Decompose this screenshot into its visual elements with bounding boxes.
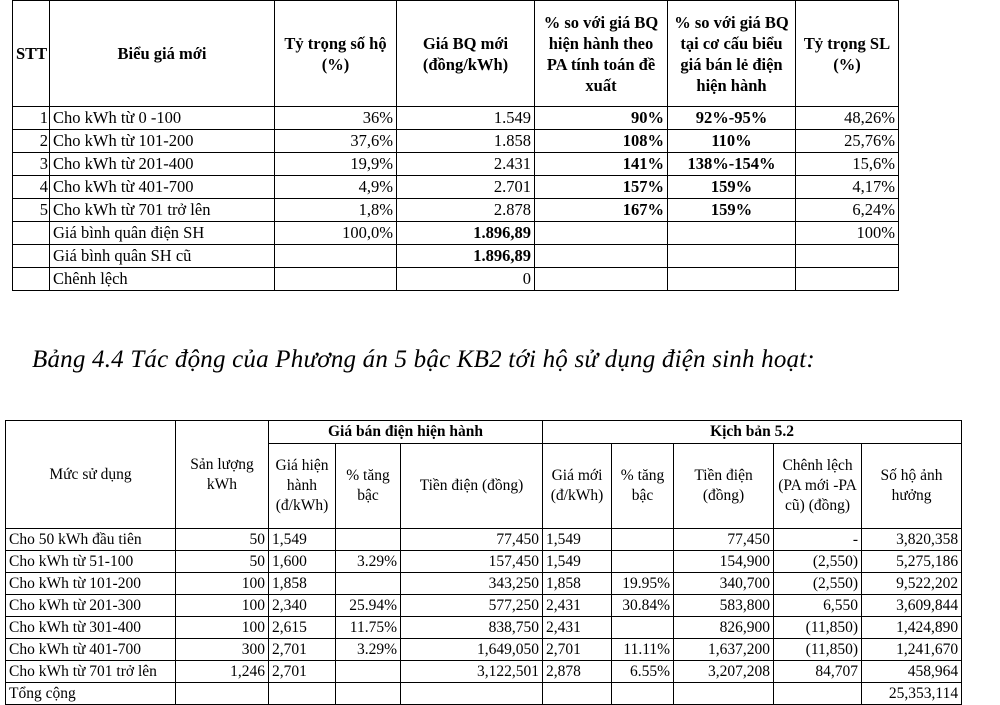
households: 458,964 (862, 661, 962, 683)
tariff-name: Cho kWh từ 401-700 (50, 176, 275, 199)
table-row (6, 529, 962, 551)
difference: (11,850) (774, 617, 862, 639)
new-increase: 11.11% (612, 639, 674, 661)
col-header-households: Số hộ ảnh hưởng (862, 444, 962, 529)
table-row (13, 107, 899, 130)
volume-share: 15,6% (796, 153, 899, 176)
volume-share: 6,24% (796, 199, 899, 222)
pct-structure: 138%-154% (668, 153, 796, 176)
kwh: 100 (176, 573, 269, 595)
new-increase (612, 529, 674, 551)
volume-share: 4,17% (796, 176, 899, 199)
usage-level: Cho 50 kWh đầu tiên (6, 529, 176, 551)
current-increase: 3.29% (336, 639, 401, 661)
usage-level: Cho kWh từ 201-300 (6, 595, 176, 617)
avg-new-sl: 100% (796, 222, 899, 245)
household-share: 37,6% (275, 130, 397, 153)
current-price: 2,701 (269, 661, 336, 683)
pct-structure: 159% (668, 176, 796, 199)
group-header-scenario: Kịch bản 5.2 (543, 421, 962, 444)
table2-group-row (6, 421, 962, 444)
new-price: 1.858 (397, 130, 535, 153)
pct-current: 141% (535, 153, 668, 176)
total-label: Tổng cộng (6, 683, 176, 705)
current-bill: 3,122,501 (401, 661, 543, 683)
pct-current: 167% (535, 199, 668, 222)
new-price: 2.431 (397, 153, 535, 176)
table-row (13, 199, 899, 222)
stt-cell: 1 (13, 107, 50, 130)
new-bill: 77,450 (674, 529, 774, 551)
diff-label: Chênh lệch (50, 268, 275, 291)
new-price: 1.549 (397, 107, 535, 130)
col-header-new-increase: % tăng bậc (612, 444, 674, 529)
table-row (6, 661, 962, 683)
avg-new-label: Giá bình quân điện SH (50, 222, 275, 245)
usage-level: Cho kWh từ 401-700 (6, 639, 176, 661)
household-share: 1,8% (275, 199, 397, 222)
difference: 84,707 (774, 661, 862, 683)
difference: - (774, 529, 862, 551)
col-header-difference: Chênh lệch (PA mới -PA cũ) (đồng) (774, 444, 862, 529)
new-tariff-table (12, 0, 899, 291)
stt-cell: 3 (13, 153, 50, 176)
current-price: 1,600 (269, 551, 336, 573)
new-bill: 583,800 (674, 595, 774, 617)
kwh: 50 (176, 529, 269, 551)
kwh: 300 (176, 639, 269, 661)
col-header-household-share: Tỷ trọng số hộ (%) (275, 1, 397, 107)
usage-level: Cho kWh từ 101-200 (6, 573, 176, 595)
households: 1,424,890 (862, 617, 962, 639)
new-bill: 154,900 (674, 551, 774, 573)
col-header-stt: STT (13, 1, 50, 107)
stt-cell: 4 (13, 176, 50, 199)
pct-current: 90% (535, 107, 668, 130)
table-row (6, 573, 962, 595)
difference: 6,550 (774, 595, 862, 617)
pct-structure: 159% (668, 199, 796, 222)
col-header-pct-current: % so với giá BQ hiện hành theo PA tính toán đề xuất (535, 1, 668, 107)
current-price: 2,615 (269, 617, 336, 639)
current-increase (336, 661, 401, 683)
new-price: 2,701 (543, 639, 612, 661)
current-increase (336, 573, 401, 595)
pct-current: 157% (535, 176, 668, 199)
current-increase: 11.75% (336, 617, 401, 639)
col-header-usage-level: Mức sử dụng (6, 421, 176, 529)
avg-new-row (13, 222, 899, 245)
difference: (11,850) (774, 639, 862, 661)
current-bill: 157,450 (401, 551, 543, 573)
current-price: 1,549 (269, 529, 336, 551)
stt-cell: 5 (13, 199, 50, 222)
avg-old-label: Giá bình quân SH cũ (50, 245, 275, 268)
table-row (6, 595, 962, 617)
new-increase: 6.55% (612, 661, 674, 683)
current-increase (336, 529, 401, 551)
new-increase: 30.84% (612, 595, 674, 617)
new-price: 2.701 (397, 176, 535, 199)
difference: (2,550) (774, 551, 862, 573)
usage-level: Cho kWh từ 51-100 (6, 551, 176, 573)
current-increase: 25.94% (336, 595, 401, 617)
households: 5,275,186 (862, 551, 962, 573)
total-households: 25,353,114 (862, 683, 962, 705)
col-header-new-bill: Tiền điện (đồng) (674, 444, 774, 529)
kwh: 100 (176, 595, 269, 617)
col-header-volume-share: Tỷ trọng SL (%) (796, 1, 899, 107)
new-price: 2,431 (543, 617, 612, 639)
current-price: 1,858 (269, 573, 336, 595)
tariff-name: Cho kWh từ 0 -100 (50, 107, 275, 130)
volume-share: 48,26% (796, 107, 899, 130)
current-increase: 3.29% (336, 551, 401, 573)
household-share: 4,9% (275, 176, 397, 199)
col-header-tariff: Biểu giá mới (50, 1, 275, 107)
new-price: 1,549 (543, 529, 612, 551)
impact-table (5, 420, 962, 705)
diff-value: 0 (397, 268, 535, 291)
current-bill: 577,250 (401, 595, 543, 617)
new-bill: 3,207,208 (674, 661, 774, 683)
new-increase: 19.95% (612, 573, 674, 595)
current-bill: 838,750 (401, 617, 543, 639)
table-row (6, 551, 962, 573)
table-caption: Bảng 4.4 Tác động của Phương án 5 bậc KB2 tới hộ sử dụng điện sinh hoạt: (32, 346, 815, 373)
tariff-name: Cho kWh từ 101-200 (50, 130, 275, 153)
col-header-current-bill: Tiền điện (đồng) (401, 444, 543, 529)
new-bill: 1,637,200 (674, 639, 774, 661)
usage-level: Cho kWh từ 701 trở lên (6, 661, 176, 683)
households: 3,609,844 (862, 595, 962, 617)
new-price: 1,549 (543, 551, 612, 573)
col-header-current-price: Giá hiện hành (đ/kWh) (269, 444, 336, 529)
difference: (2,550) (774, 573, 862, 595)
kwh: 50 (176, 551, 269, 573)
col-header-new-avg-price: Giá BQ mới (đồng/kWh) (397, 1, 535, 107)
table-row (6, 617, 962, 639)
col-header-current-increase: % tăng bậc (336, 444, 401, 529)
table-row (6, 639, 962, 661)
pct-structure: 110% (668, 130, 796, 153)
household-share: 19,9% (275, 153, 397, 176)
avg-new-price: 1.896,89 (397, 222, 535, 245)
total-row (6, 683, 962, 705)
new-bill: 826,900 (674, 617, 774, 639)
table-row (13, 153, 899, 176)
avg-new-share: 100,0% (275, 222, 397, 245)
households: 9,522,202 (862, 573, 962, 595)
new-price: 2.878 (397, 199, 535, 222)
current-bill: 343,250 (401, 573, 543, 595)
tariff-name: Cho kWh từ 201-400 (50, 153, 275, 176)
diff-row (13, 268, 899, 291)
current-price: 2,701 (269, 639, 336, 661)
kwh: 100 (176, 617, 269, 639)
new-increase (612, 617, 674, 639)
new-price: 2,878 (543, 661, 612, 683)
new-bill: 340,700 (674, 573, 774, 595)
stt-cell: 2 (13, 130, 50, 153)
col-header-pct-structure: % so với giá BQ tại cơ cấu biểu giá bán lẻ điện hiện hành (668, 1, 796, 107)
new-increase (612, 551, 674, 573)
volume-share: 25,76% (796, 130, 899, 153)
household-share: 36% (275, 107, 397, 130)
pct-structure: 92%-95% (668, 107, 796, 130)
table-row (13, 176, 899, 199)
pct-current: 108% (535, 130, 668, 153)
tariff-name: Cho kWh từ 701 trở lên (50, 199, 275, 222)
new-price: 1,858 (543, 573, 612, 595)
current-bill: 1,649,050 (401, 639, 543, 661)
table1-header-row (13, 1, 899, 107)
col-header-new-price: Giá mới (đ/kWh) (543, 444, 612, 529)
table-row (13, 130, 899, 153)
usage-level: Cho kWh từ 301-400 (6, 617, 176, 639)
col-header-kwh: Sản lượng kWh (176, 421, 269, 529)
households: 3,820,358 (862, 529, 962, 551)
current-bill: 77,450 (401, 529, 543, 551)
households: 1,241,670 (862, 639, 962, 661)
group-header-current: Giá bán điện hiện hành (269, 421, 543, 444)
current-price: 2,340 (269, 595, 336, 617)
kwh: 1,246 (176, 661, 269, 683)
avg-old-price: 1.896,89 (397, 245, 535, 268)
avg-old-row (13, 245, 899, 268)
new-price: 2,431 (543, 595, 612, 617)
